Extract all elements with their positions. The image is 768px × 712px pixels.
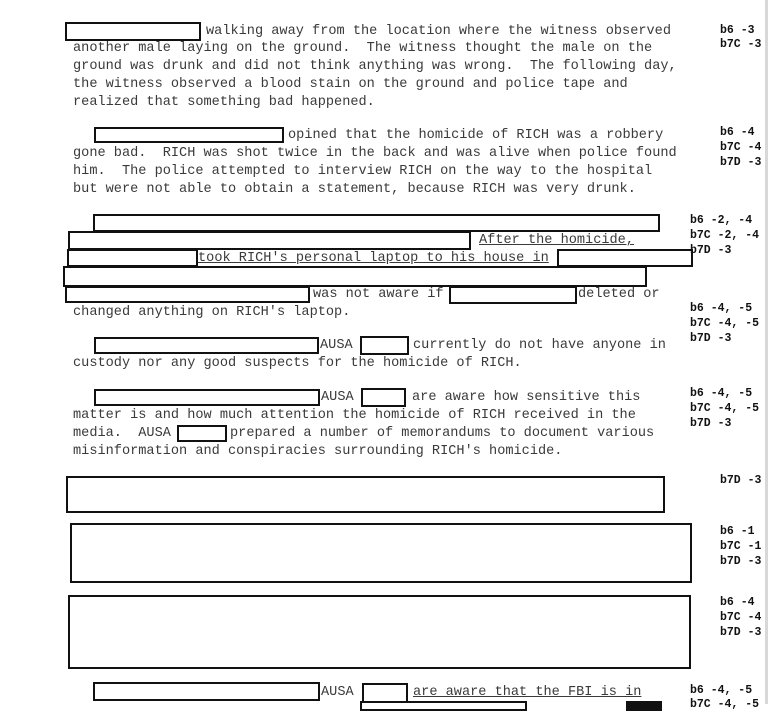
text-line: misinformation and conspiracies surrounding RICH's homicide.	[73, 444, 563, 459]
redaction-box	[362, 683, 408, 703]
text-line: deleted or	[578, 287, 660, 302]
text-line: took RICH's personal laptop to his house in	[198, 251, 549, 266]
text-line: prepared a number of memorandums to document various	[230, 426, 655, 441]
text-line: was not aware if	[313, 287, 444, 302]
redaction-box	[68, 231, 471, 250]
exemption-code: b6 -4, -5	[690, 387, 753, 400]
text-line: opined that the homicide of RICH was a robbery	[288, 128, 664, 143]
exemption-code: b7C -1	[720, 540, 762, 553]
text-line: him. The police attempted to interview RICH on the way to the hospital	[73, 164, 653, 179]
text-line: but were not able to obtain a statement, because RICH was very drunk.	[73, 182, 636, 197]
redaction-box	[177, 425, 227, 442]
redaction-block	[70, 523, 692, 583]
text-line: AUSA	[321, 685, 354, 700]
redaction-box	[67, 249, 198, 267]
exemption-code: b6 -4, -5	[690, 684, 753, 697]
redaction-box	[63, 266, 647, 287]
text-line: AUSA	[321, 390, 354, 405]
exemption-code: b7C -4	[720, 611, 762, 624]
text-line: walking away from the location where the witness observed	[206, 24, 671, 39]
exemption-code: b6 -4, -5	[690, 302, 753, 315]
exemption-code: b7D -3	[690, 332, 732, 345]
exemption-code: b6 -4	[720, 126, 755, 139]
redaction-box	[449, 286, 577, 304]
text-line: another male laying on the ground. The witness thought the male on the	[73, 41, 653, 56]
exemption-code: b6 -2, -4	[690, 214, 753, 227]
text-line: are aware how sensitive this	[412, 390, 641, 405]
exemption-code: b7D -3	[720, 555, 762, 568]
exemption-code: b6 -4	[720, 596, 755, 609]
text-line: currently do not have anyone in	[413, 338, 666, 353]
exemption-code: b7D -3	[720, 474, 762, 487]
exemption-code: b7D -3	[720, 156, 762, 169]
text-line: After the homicide,	[479, 233, 634, 248]
redaction-box	[65, 286, 310, 303]
text-line: AUSA	[320, 338, 353, 353]
text-line: changed anything on RICH's laptop.	[73, 305, 351, 320]
redaction-box	[361, 388, 406, 407]
text-line: media. AUSA	[73, 426, 171, 441]
redaction-box	[94, 389, 320, 406]
redaction-box	[93, 682, 320, 701]
exemption-code: b7C -4, -5	[690, 698, 760, 711]
exemption-code: b7C -4, -5	[690, 402, 760, 415]
text-line: gone bad. RICH was shot twice in the back and was alive when police found	[73, 146, 677, 161]
exemption-code: b7C -4, -5	[690, 317, 760, 330]
exemption-code: b7C -2, -4	[690, 229, 760, 242]
redaction-box	[360, 336, 409, 355]
redaction-box	[626, 701, 662, 711]
redaction-box	[94, 127, 284, 143]
exemption-code: b7C -3	[720, 38, 762, 51]
text-line: ground was drunk and did not think anything was wrong. The following day,	[73, 59, 677, 74]
redaction-box	[94, 337, 319, 354]
exemption-code: b7D -3	[720, 626, 762, 639]
text-line: realized that something bad happened.	[73, 95, 375, 110]
text-line: are aware that the FBI is in	[413, 685, 642, 700]
redaction-box	[65, 22, 201, 41]
redaction-block	[66, 476, 665, 513]
redaction-box	[93, 214, 660, 232]
text-line: the witness observed a blood stain on the ground and police tape and	[73, 77, 628, 92]
text-line: matter is and how much attention the homicide of RICH received in the	[73, 408, 636, 423]
exemption-code: b7D -3	[690, 417, 732, 430]
exemption-code: b6 -1	[720, 525, 755, 538]
redaction-box	[557, 249, 693, 267]
redaction-block	[68, 595, 691, 669]
redaction-box	[360, 701, 527, 711]
text-line: custody nor any good suspects for the homicide of RICH.	[73, 356, 522, 371]
exemption-code: b7C -4	[720, 141, 762, 154]
exemption-code: b7D -3	[690, 244, 732, 257]
exemption-code: b6 -3	[720, 24, 755, 37]
